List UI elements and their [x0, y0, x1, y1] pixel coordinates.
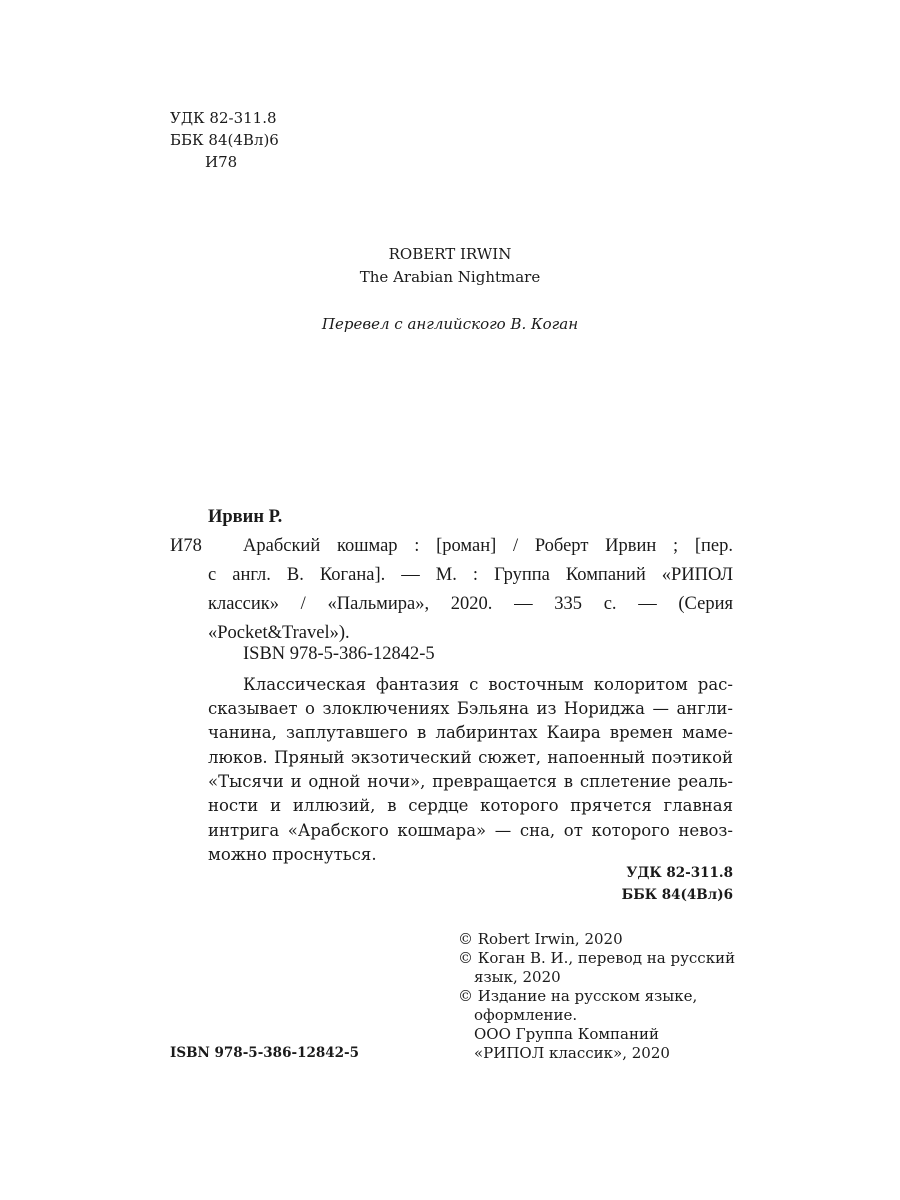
annotation-line: интрига «Арабского кошмара» — сна, от которого невоз-	[208, 821, 733, 840]
translator-credit: Перевел с английского В. Коган	[321, 315, 579, 333]
bib-isbn: ISBN 978-5-386-12842-5	[243, 644, 435, 664]
bib-line: «Pocket&Travel»).	[208, 623, 350, 643]
bbk-code: ББК 84(4Вл)6	[170, 131, 279, 149]
bbk-classification: ББК 84(4Вл)6	[621, 887, 733, 903]
annotation-line: чанина, заплутавшего в лабиринтах Каира времен маме-	[208, 723, 733, 742]
footer-isbn: ISBN 978-5-386-12842-5	[170, 1045, 360, 1061]
annotation-line: ности и иллюзий, в сердце которого прячется главная	[208, 796, 733, 815]
copyright-line: ООО Группа Компаний	[474, 1025, 659, 1043]
annotation-line: сказывает о злоключениях Бэльяна из Нориджа — англи-	[208, 699, 733, 718]
copyright-line: © Издание на русском языке,	[458, 987, 698, 1005]
original-title: The Arabian Nightmare	[359, 268, 541, 286]
udk-code: УДК 82-311.8	[170, 109, 277, 127]
annotation-line: «Тысячи и одной ночи», превращается в сплетение реаль-	[208, 772, 733, 791]
annotation-line: Классическая фантазия с восточным колоритом рас-	[243, 675, 733, 694]
annotation-line: люков. Пряный экзотический сюжет, напоенный поэтикой	[208, 748, 733, 767]
copyright-line: язык, 2020	[474, 968, 561, 986]
bib-author-mark: И78	[170, 536, 202, 556]
udk-classification: УДК 82-311.8	[626, 865, 733, 881]
bib-line: Арабский кошмар : [роман] / Роберт Ирвин ; [пер.	[243, 536, 733, 556]
copyright-line: © Коган В. И., перевод на русский	[458, 949, 736, 967]
bib-line: с англ. В. Когана]. — М. : Группа Компаний «РИПОЛ	[208, 565, 733, 585]
copyright-line: оформление.	[474, 1006, 578, 1024]
annotation-line: можно проснуться.	[208, 845, 377, 864]
author-heading: Ирвин Р.	[208, 507, 283, 527]
copyright-line: © Robert Irwin, 2020	[458, 930, 623, 948]
bib-line: классик» / «Пальмира», 2020. — 335 с. — (Серия	[208, 594, 733, 614]
copyright-line: «РИПОЛ классик», 2020	[474, 1044, 670, 1062]
original-author: ROBERT IRWIN	[388, 245, 512, 263]
author-mark: И78	[205, 153, 238, 171]
